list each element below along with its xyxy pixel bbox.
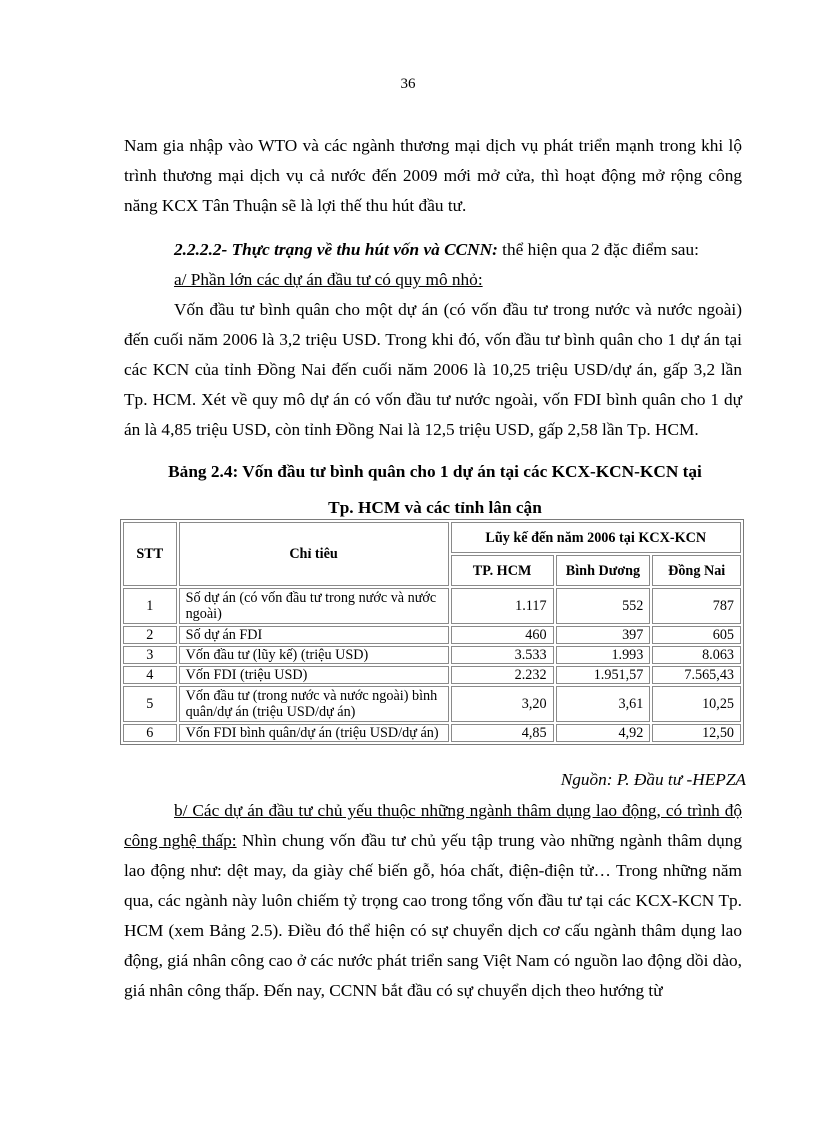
header-group: Lũy kế đến năm 2006 tại KCX-KCN <box>451 522 741 553</box>
subheading-b-text: b/ Các dự án đầu tư chủ yếu thuộc những ngành thâm dụng lao động, có trình độ công nghệ thấp: <box>124 801 742 850</box>
table-caption-line-2: Tp. HCM và các tỉnh lân cận <box>328 498 542 517</box>
section-heading <box>174 235 744 265</box>
row-value-dong-nai: 605 <box>652 626 741 644</box>
row-value-dong-nai: 787 <box>652 588 741 624</box>
paragraph-b-text: Nhìn chung vốn đầu tư chủ yếu tập trung vào những ngành thâm dụng lao động như: dệt may, da giày chế biến gỗ, hóa chất, điện-điện tử… Trong những năm qua, các ngành này luôn chiếm tỷ trọng cao trong tổng vốn đầu tư tại các KCX-KCN Tp. HCM (xem Bảng 2.5). Điều đó thể hiện có sự chuyển dịch cơ cấu ngành thâm dụng lao động, giá nhân công cao ở các nước phát triển sang Việt Nam có nguồn lao động dồi dào, giá nhân công thấp. Đến nay, CCNN bắt đầu có sự chuyển dịch theo hướng từ <box>124 831 742 1000</box>
table-row <box>123 686 741 722</box>
investment-table <box>120 519 744 745</box>
row-value-binh-duong: 3,61 <box>556 686 651 722</box>
page-number: 36 <box>400 76 416 92</box>
row-value-tphcm: 3,20 <box>451 686 554 722</box>
row-value-binh-duong: 1.951,57 <box>556 666 651 684</box>
header-stt: STT <box>123 522 177 586</box>
row-value-tphcm: 2.232 <box>451 666 554 684</box>
row-indicator: Vốn đầu tư (lũy kế) (triệu USD) <box>179 646 449 664</box>
header-indicator: Chỉ tiêu <box>179 522 449 586</box>
intro-line-1: Nam gia nhập vào WTO và các ngành thương mại dịch vụ phát triển mạnh trong khi lộ <box>124 136 742 155</box>
row-value-tphcm: 460 <box>451 626 554 644</box>
row-indicator: Số dự án (có vốn đầu tư trong nước và nước ngoài) <box>179 588 449 624</box>
intro-line-2: trình thương mại dịch vụ cả nước đến 2009 mới mở cửa, thì hoạt động mở rộng công <box>124 166 742 185</box>
row-indicator: Vốn FDI (triệu USD) <box>179 666 449 684</box>
row-value-binh-duong: 552 <box>556 588 651 624</box>
table-row <box>123 646 741 664</box>
table-caption-line-1: Bảng 2.4: Vốn đầu tư bình quân cho 1 dự án tại các KCX-KCN-KCN tại <box>168 462 702 481</box>
header-binh-duong: Bình Dương <box>556 555 651 586</box>
row-value-dong-nai: 7.565,43 <box>652 666 741 684</box>
row-indicator: Vốn đầu tư (trong nước và nước ngoài) bình quân/dự án (triệu USD/dự án) <box>179 686 449 722</box>
row-value-tphcm: 4,85 <box>451 724 554 742</box>
row-indicator: Vốn FDI bình quân/dự án (triệu USD/dự án) <box>179 724 449 742</box>
row-value-dong-nai: 12,50 <box>652 724 741 742</box>
intro-line-3: năng KCX Tân Thuận sẽ là lợi thế thu hút đầu tư. <box>124 196 467 215</box>
subheading-a <box>174 265 744 295</box>
row-indicator: Số dự án FDI <box>179 626 449 644</box>
row-stt: 1 <box>123 588 177 624</box>
subheading-a-text: a/ Phần lớn các dự án đầu tư có quy mô nhỏ: <box>174 270 483 289</box>
row-value-tphcm: 3.533 <box>451 646 554 664</box>
section-heading-title: 2.2.2.2- Thực trạng về thu hút vốn và CCNN: <box>174 240 498 259</box>
table-row <box>123 588 741 624</box>
table-row <box>123 626 741 644</box>
table-header-row <box>123 522 741 553</box>
header-tphcm: TP. HCM <box>451 555 554 586</box>
row-value-dong-nai: 8.063 <box>652 646 741 664</box>
row-value-dong-nai: 10,25 <box>652 686 741 722</box>
row-stt: 3 <box>123 646 177 664</box>
row-value-binh-duong: 397 <box>556 626 651 644</box>
table-source: Nguồn: P. Đầu tư -HEPZA <box>560 770 746 789</box>
row-stt: 5 <box>123 686 177 722</box>
row-stt: 2 <box>123 626 177 644</box>
paragraph-b <box>124 796 742 1006</box>
row-value-binh-duong: 4,92 <box>556 724 651 742</box>
paragraph-a: Vốn đầu tư bình quân cho một dự án (có vốn đầu tư trong nước và nước ngoài) đến cuối năm 2006 là 3,2 triệu USD. Trong khi đó, vốn đầu tư bình quân cho 1 dự án tại các KCN của tỉnh Đồng Nai đến cuối năm 2006 là 10,25 triệu USD/dự án, gấp 3,2 lần Tp. HCM. Xét về quy mô dự án có vốn đầu tư nước ngoài, vốn FDI bình quân cho 1 dự án là 4,85 triệu USD, còn tỉnh Đồng Nai là 12,5 triệu USD, gấp 2,58 lần Tp. HCM. <box>124 300 742 439</box>
row-value-binh-duong: 1.993 <box>556 646 651 664</box>
intro-paragraph <box>124 131 742 221</box>
table-row <box>123 724 741 742</box>
section-heading-rest: thể hiện qua 2 đặc điểm sau: <box>497 240 699 259</box>
row-stt: 4 <box>123 666 177 684</box>
table-row <box>123 666 741 684</box>
row-stt: 6 <box>123 724 177 742</box>
header-dong-nai: Đồng Nai <box>652 555 741 586</box>
row-value-tphcm: 1.117 <box>451 588 554 624</box>
